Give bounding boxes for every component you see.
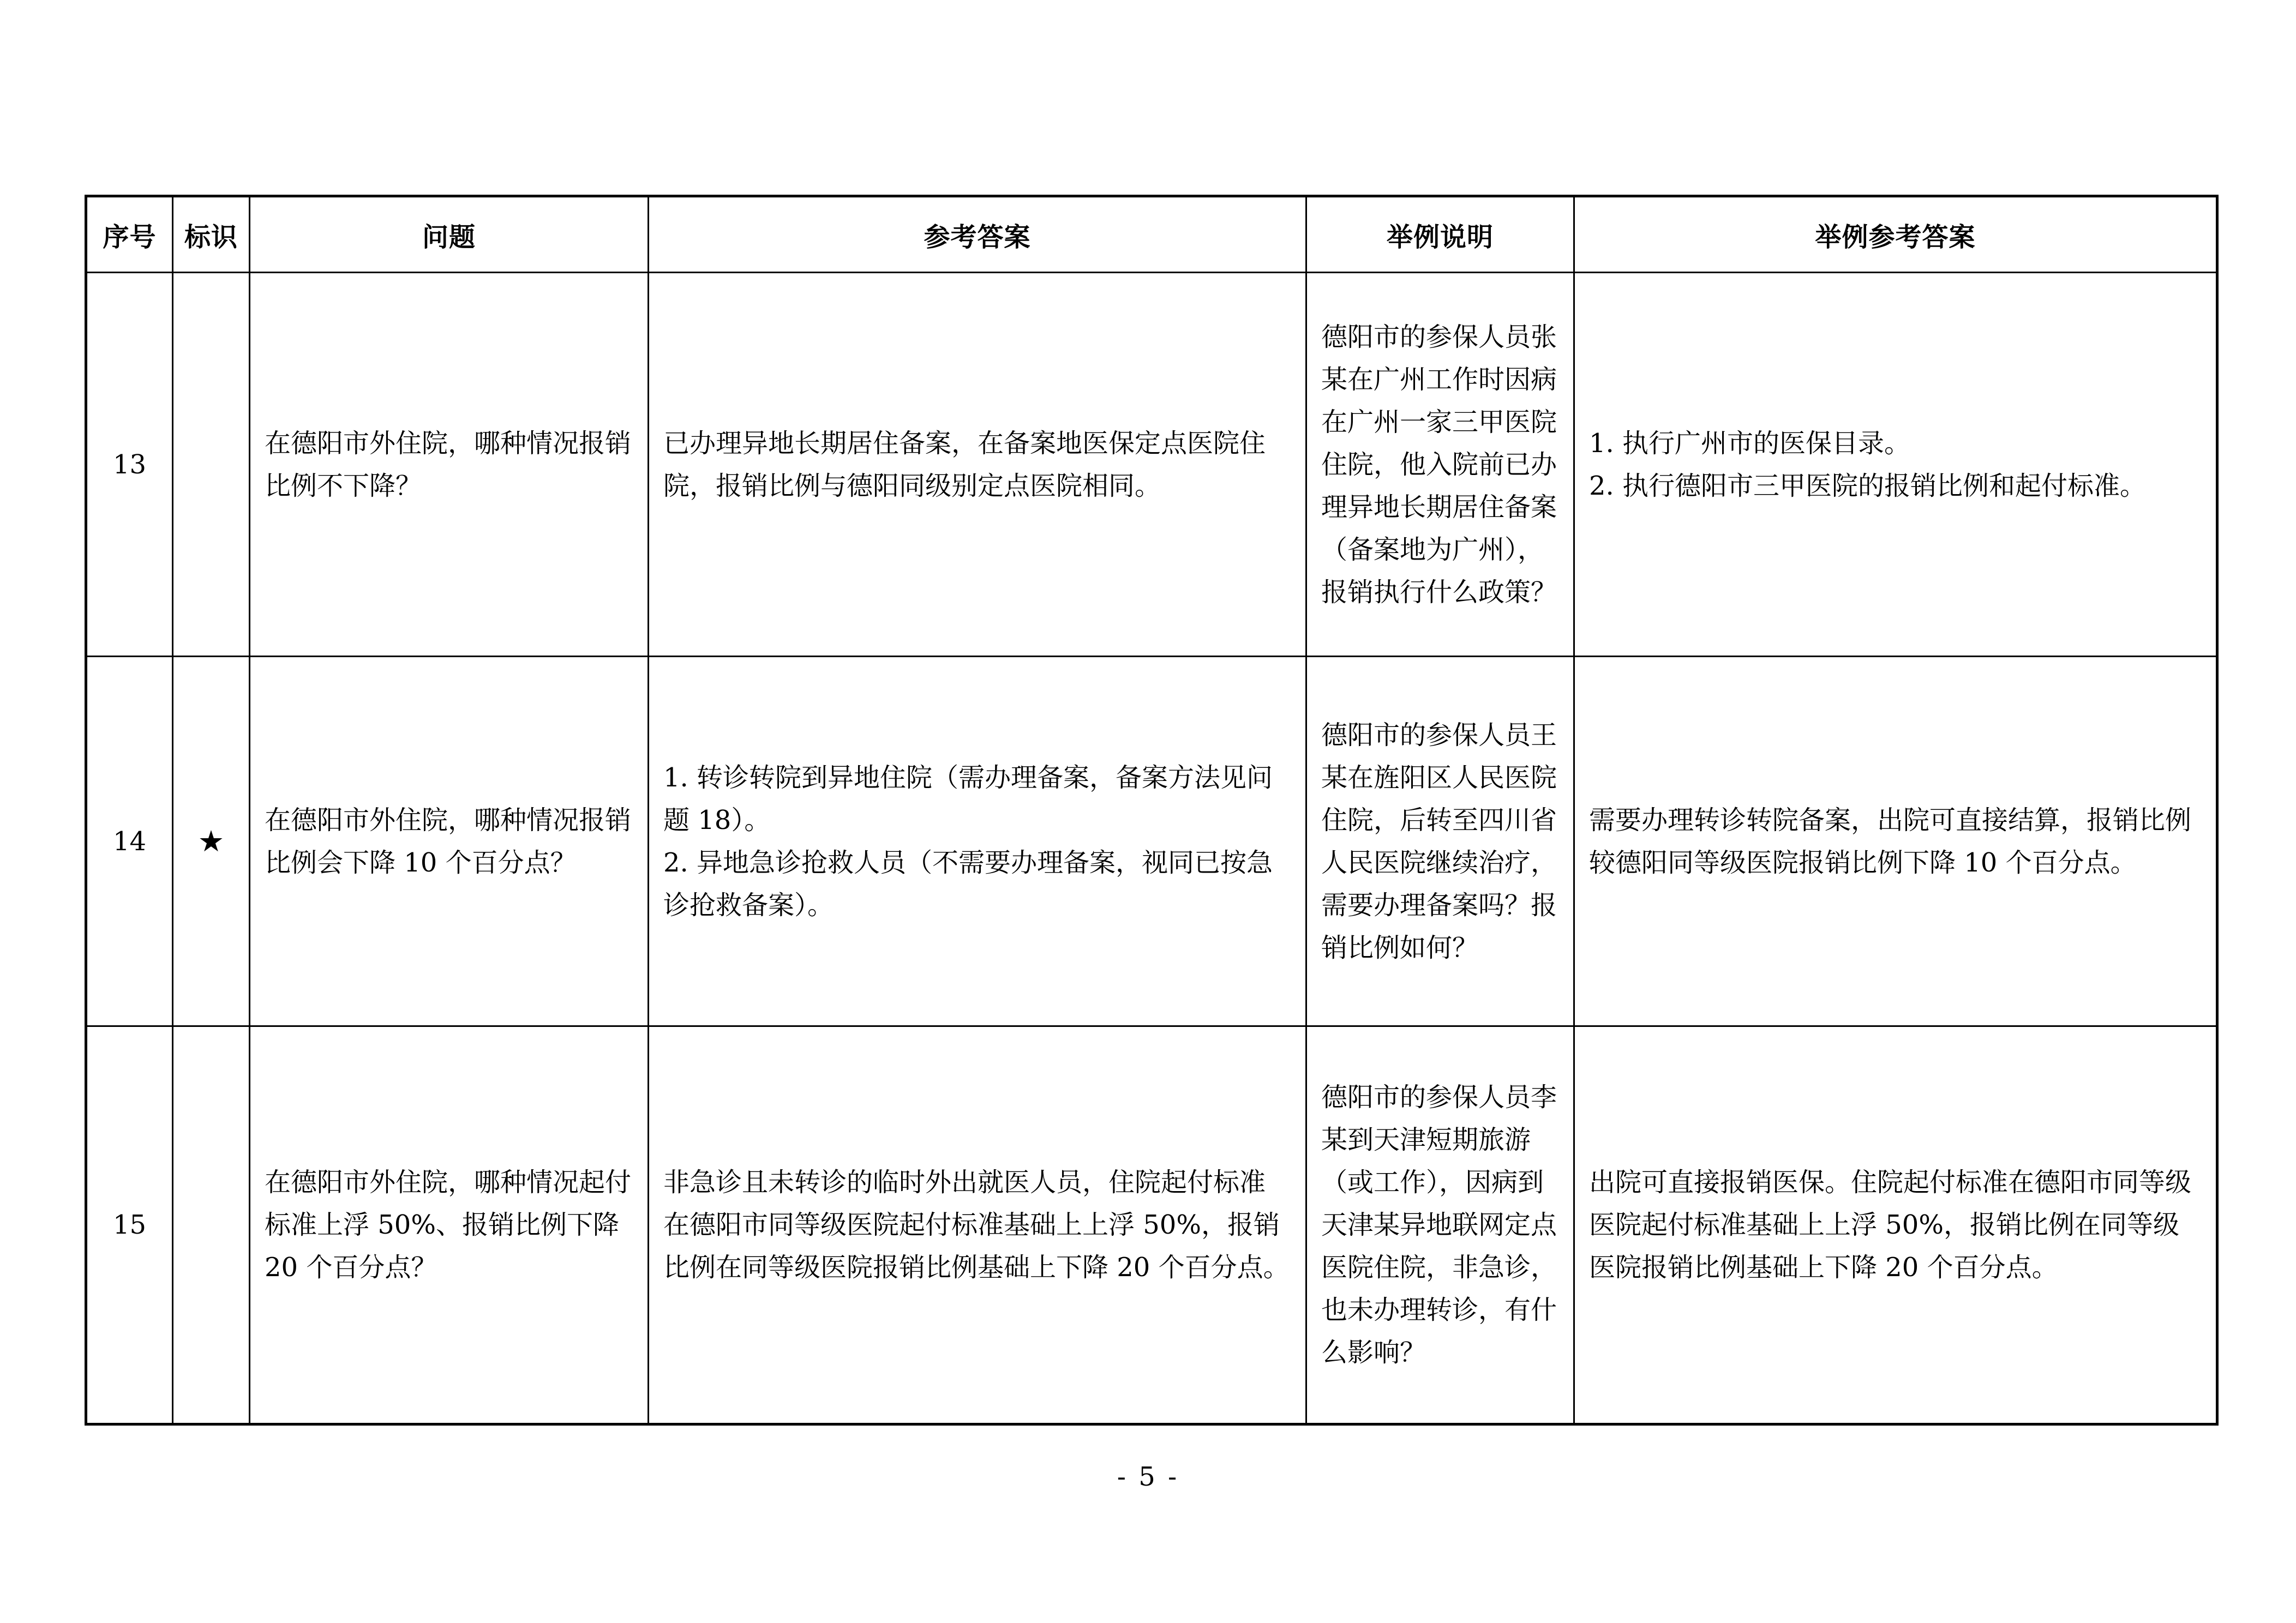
row-example-answer: [1574, 1026, 2217, 1424]
answer-line: 1. 转诊转院到异地住院（需办理备案，备案方法见问题 18）。: [663, 762, 1273, 835]
header-mark: 标识: [173, 196, 250, 273]
row-mark: [173, 1026, 250, 1424]
example-answer-line: 2. 执行德阳市三甲医院的报销比例和起付标准。: [1589, 470, 2147, 501]
table-row: [86, 273, 2217, 657]
row-question: 在德阳市外住院，哪种情况报销比例会下降 10 个百分点？: [250, 657, 649, 1026]
row-example-answer: [1574, 273, 2217, 657]
row-example: 德阳市的参保人员王某在旌阳区人民医院住院，后转至四川省人民医院继续治疗，需要办理备案吗？报销比例如何？: [1306, 657, 1574, 1026]
row-answer: [649, 1026, 1306, 1424]
table-row: [86, 1026, 2217, 1424]
row-example: 德阳市的参保人员李某到天津短期旅游（或工作），因病到天津某异地联网定点医院住院，非急诊，也未办理转诊，有什么影响？: [1306, 1026, 1574, 1424]
answer-line: 2. 异地急诊抢救人员（不需要办理备案，视同已按急诊抢救备案）。: [663, 847, 1273, 921]
header-answer: 参考答案: [649, 196, 1306, 273]
row-answer: [649, 273, 1306, 657]
row-question: 在德阳市外住院，哪种情况报销比例不下降？: [250, 273, 649, 657]
row-index: 15: [86, 1026, 173, 1424]
header-question: 问题: [250, 196, 649, 273]
header-example: 举例说明: [1306, 196, 1574, 273]
header-example-answer: 举例参考答案: [1574, 196, 2217, 273]
page-number: - 5 -: [1117, 1462, 1179, 1492]
answer-line: 已办理异地长期居住备案，在备案地医保定点医院住院，报销比例与德阳同级别定点医院相同。: [663, 428, 1266, 501]
header-index: 序号: [86, 196, 173, 273]
row-example-answer: [1574, 657, 2217, 1026]
table-header-row: [86, 196, 2217, 273]
example-answer-line: 需要办理转诊转院备案，出院可直接结算，报销比例较德阳同等级医院报销比例下降 10 个百分点。: [1589, 804, 2192, 878]
star-mark-icon: ★: [173, 657, 250, 1026]
table-row: [86, 657, 2217, 1026]
example-answer-line: 出院可直接报销医保。住院起付标准在德阳市同等级医院起付标准基础上上浮 50%，报销比例在同等级医院报销比例基础上下降 20 个百分点。: [1589, 1167, 2192, 1283]
faq-table: [85, 195, 2219, 1426]
row-index: 14: [86, 657, 173, 1026]
example-answer-line: 1. 执行广州市的医保目录。: [1589, 428, 1911, 459]
row-example: 德阳市的参保人员张某在广州工作时因病在广州一家三甲医院住院，他入院前已办理异地长期居住备案（备案地为广州），报销执行什么政策？: [1306, 273, 1574, 657]
row-mark: [173, 273, 250, 657]
row-index: 13: [86, 273, 173, 657]
answer-line: 非急诊且未转诊的临时外出就医人员，住院起付标准在德阳市同等级医院起付标准基础上上浮 50%，报销比例在同等级医院报销比例基础上下降 20 个百分点。: [663, 1167, 1290, 1283]
row-question: 在德阳市外住院，哪种情况起付标准上浮 50%、报销比例下降 20 个百分点？: [250, 1026, 649, 1424]
row-answer: [649, 657, 1306, 1026]
